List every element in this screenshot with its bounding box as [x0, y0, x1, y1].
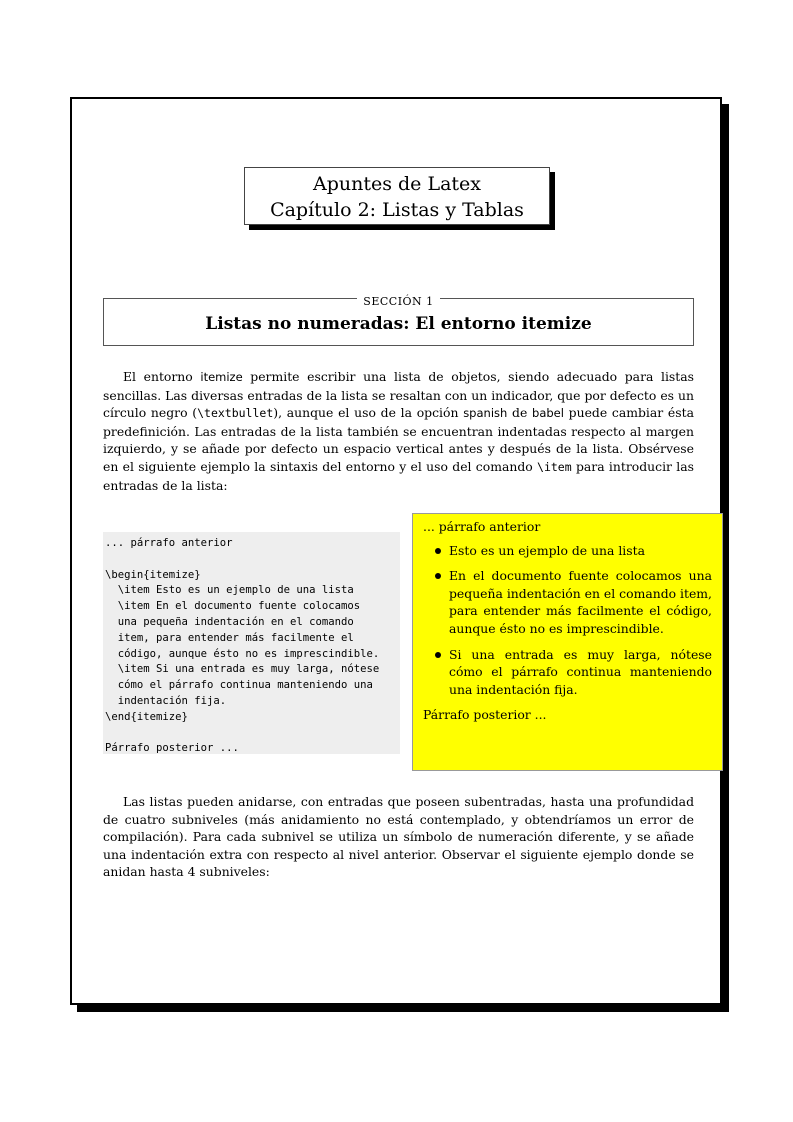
bullet-icon: [435, 548, 441, 554]
list-item: En el documento fuente colocamos una pequeña indentación en el comando item, para entender más facilmente el código, aunque ésto no es imprescindible.: [449, 567, 712, 637]
title-box: [244, 167, 550, 225]
list-item: Si una entrada es muy larga, nótese cómo el párrafo continua manteniendo una indentación fija.: [449, 646, 712, 699]
example-after: Párrafo posterior ...: [423, 707, 547, 723]
code-example-box: [103, 532, 400, 754]
section-title: Listas no numeradas: El entorno itemize: [205, 314, 592, 334]
item-command: \item: [537, 459, 572, 474]
env-name: itemize: [200, 370, 243, 384]
example-before: ... párrafo anterior: [423, 519, 541, 534]
title-line-2: Capítulo 2: Listas y Tablas: [270, 199, 524, 221]
example-list: [423, 542, 712, 699]
section-number: SECCIÓN 1: [357, 295, 439, 308]
bullet-command: \textbullet: [197, 406, 274, 421]
code-example: ... párrafo anterior \begin{itemize} \item Esto es un ejemplo de una lista \item En el documento fuente colocamos una pequeña indentación en el comando item, para entender más facilmente el código, aunque ésto no es imprescindible. \item Si una entrada es muy larga, nótese cómo el párrafo continua manteniendo una indentación fija. \end{itemize} Párrafo posterior ...: [105, 537, 380, 755]
intro-paragraph: El entorno itemize permite escribir una lista de objetos, siendo adecuado para listas sencillas. Las diversas entradas de la lista se resaltan con un indicador, que por defecto es un círculo negro (\textbullet), aunque el uso de la opción spanish de babel puede cambiar ésta predefinición. Las entradas de la lista también se encuentran indentadas respecto al margen izquierdo, y se añade por defecto un espacio vertical antes y después de la lista. Obsérvese en el siguiente ejemplo la sintaxis del entorno y el uso del comando \item para introducir las entradas de la lista:: [103, 369, 695, 493]
rendered-example-box: [412, 513, 723, 771]
package-name: babel: [532, 406, 564, 421]
bullet-icon: [435, 573, 441, 579]
document-page: [70, 97, 722, 1005]
title-line-1: Apuntes de Latex: [312, 173, 481, 195]
list-item: Esto es un ejemplo de una lista: [449, 542, 712, 560]
bullet-icon: [435, 652, 441, 658]
section-header: [103, 295, 694, 346]
option-name: spanish: [463, 406, 508, 421]
outro-paragraph: Las listas pueden anidarse, con entradas que poseen subentradas, hasta una profundidad de cuatro subniveles (más anidamiento no está contemplado, y obtendríamos un error de compilación). Para cada subnivel se utiliza un símbolo de numeración diferente, y se añade una indentación extra con respecto al nivel anterior. Observar el siguiente ejemplo donde se anidan hasta 4 subniveles:: [103, 794, 694, 880]
